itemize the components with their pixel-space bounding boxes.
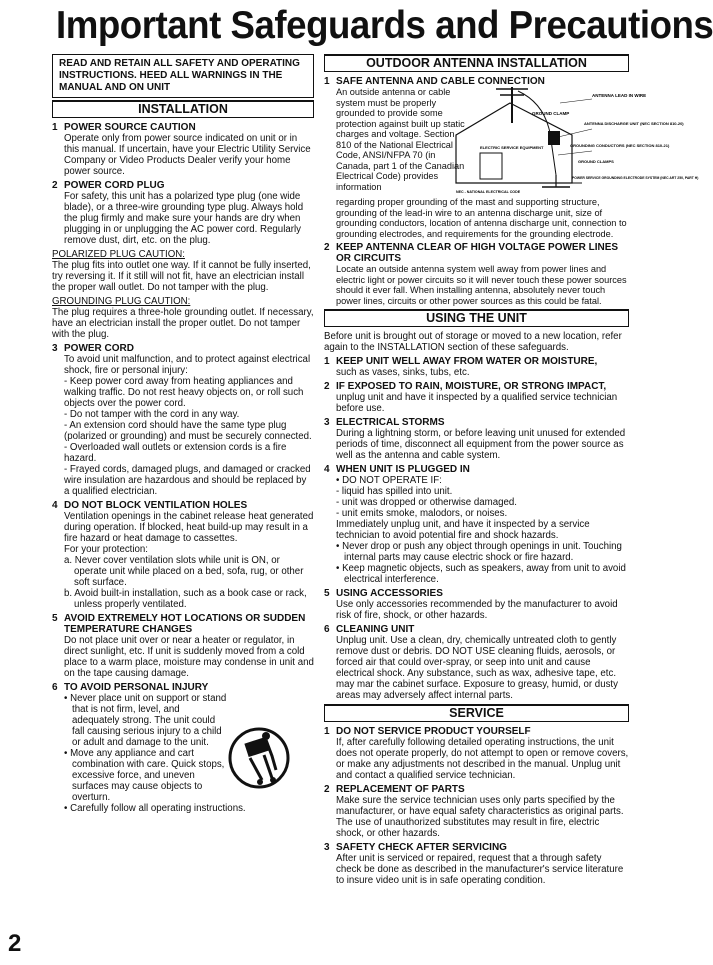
item-heading: WHEN UNIT IS PLUGGED IN [336,464,470,475]
item-bullet: • DO NOT OPERATE IF: [336,475,442,486]
item-heading: SAFETY CHECK AFTER SERVICING [336,842,507,853]
item-body: For safety, this unit has a polarized type plug (one wide blade), or a three-wire grounding type plug. Always hold the plug firmly and make sure your hands are dry when plugging in or unplugging the AC power cord. Regularly remove dust, dirt, etc. on the plug. [64,191,304,246]
caution-heading: POLARIZED PLUG CAUTION: [52,249,185,260]
item-number: 2 [324,784,330,795]
using-item-2 [324,381,629,414]
page-number: 2 [8,930,22,957]
installation-item-3 [52,343,314,497]
item-heading: POWER CORD [64,343,134,354]
cart-tipover-warning-icon [228,722,290,794]
item-body: For your protection: [64,544,148,555]
item-bullet: - An extension cord should have the same type plug (polarized or grounding) and must be securely connected. [64,420,312,442]
item-number: 3 [324,842,330,853]
polarized-caution [52,249,314,293]
item-body: Do not place unit over or near a heater or regulator, in direct sunlight, etc. If unit is suddenly moved from a cold place to a warm place, moisture may condense in unit and on the tape causing damage. [64,635,314,679]
installation-item-6 [52,682,314,814]
item-number: 1 [52,122,58,133]
grounding-caution [52,296,314,340]
item-subpoint: a. Never cover ventilation slots while unit is ON, or operate unit while placed on a bed, sofa, rug, or other soft surface. [64,555,304,588]
item-heading: ELECTRICAL STORMS [336,417,445,428]
using-item-5 [324,588,629,621]
item-bullet: - Frayed cords, damaged plugs, and damaged or cracked wire insulation are hazardous and should be replaced by a qualified electrician. [64,464,311,497]
item-body: An outside antenna or cable system must be properly grounded to provide some protection against built up static charges and voltage. Section 810 of the National Electrical Code, ANSI/NFPA 70 (in Canada, part 1 of the Canadian Electrical Code) provides information [336,87,465,192]
item-bullet: • Never drop or push any object through openings in unit. Touching internal parts may cause electric shock or fire hazard. [336,541,622,563]
using-item-4 [324,464,629,585]
installation-heading: INSTALLATION [52,100,314,118]
item-bullet: • Never place unit on support or stand that is not firm, level, and adequately strong. The unit could fall causing serious injury to a child or adult and damage to the unit. [64,693,227,748]
item-heading: TO AVOID PERSONAL INJURY [64,682,209,693]
item-body: regarding proper grounding of the mast and supporting structure, grounding of the lead-in wire to an antenna discharge unit, size of grounding conductors, location of antenna discharge unit, connection to grounding electrodes, and requirements for the grounding electrode. [336,197,627,239]
using-intro: Before unit is brought out of storage or moved to a new location, refer again to the INSTALLATION section of these safeguards. [324,331,622,353]
item-bullet: - Overloaded wall outlets or extension cords is a fire hazard. [64,442,287,464]
item-subpoint: b. Avoid built-in installation, such as a book case or rack, unless properly ventilated. [64,588,307,610]
using-item-3 [324,417,629,461]
warning-box: READ AND RETAIN ALL SAFETY AND OPERATING INSTRUCTIONS. HEED ALL WARNINGS IN THE MANUAL AND ON UNIT [52,54,314,98]
caution-body: The plug requires a three-hole grounding outlet. If necessary, have an electrician install the proper outlet. Do not tamper with the plug. [52,307,314,340]
item-number: 2 [324,381,330,392]
item-body: such as vases, sinks, tubs, etc. [336,367,470,378]
installation-item-4 [52,500,314,610]
item-heading: DO NOT SERVICE PRODUCT YOURSELF [336,726,531,737]
item-body: Unplug unit. Use a clean, dry, chemically untreated cloth to gently remove dust or debris. DO NOT USE cleaning fluids, aerosols, or forced air that could over-spray, or seep into unit and cause electrical shock. Any substance, such as wax, adhesive tape, etc. may mar the cabinet surface. Exposure to greasy, humid, or dusty areas may adversely affect internal parts. [336,635,618,701]
item-number: 1 [324,356,330,367]
item-bullet: - liquid has spilled into unit. [336,486,453,497]
item-heading: REPLACEMENT OF PARTS [336,784,465,795]
caution-heading: GROUNDING PLUG CAUTION: [52,296,191,307]
item-number: 2 [324,242,330,253]
item-bullet: - Do not tamper with the cord in any way. [64,409,240,420]
antenna-item-1 [324,76,699,239]
diagram-label: ELECTRIC SERVICE EQUIPMENT [480,145,544,150]
item-body: After unit is serviced or repaired, request that a through safety check be done as described in the manufacturer's service literature to insure video unit is in safe operating condition. [336,853,624,886]
item-bullet: - unit was dropped or otherwise damaged. [336,497,517,508]
using-item-1 [324,356,629,378]
diagram-label: GROUND CLAMP [532,111,570,116]
item-number: 5 [324,588,330,599]
item-body: To avoid unit malfunction, and to protect against electrical shock, fire or personal injury: [64,354,311,376]
item-number: 3 [324,417,330,428]
item-number: 1 [324,76,330,87]
item-body: Operate only from power source indicated on unit or in this manual. If uncertain, have your Electric Utility Service Company or Video Products Dealer verify your home power source. [64,133,311,177]
antenna-item-2 [324,242,629,306]
item-number: 3 [52,343,58,354]
diagram-label: GROUND CLAMPS [578,159,614,164]
item-heading: POWER CORD PLUG [64,180,165,191]
diagram-label: ANTENNA DISCHARGE UNIT (NEC SECTION 810-20) [584,121,684,126]
item-bullet: • Move any appliance and cart combination with care. Quick stops, excessive force, and uneven surfaces may cause objects to overturn. [64,748,225,803]
item-number: 5 [52,613,58,624]
using-heading: USING THE UNIT [324,309,629,327]
left-column [52,54,314,817]
antenna-grounding-diagram [452,83,699,195]
item-number: 6 [324,624,330,635]
installation-item-5 [52,613,314,679]
antenna-diagram-area [324,87,699,197]
using-item-6 [324,624,629,701]
diagram-label: ANTENNA LEAD IN WIRE [592,93,647,98]
item-heading: CLEANING UNIT [336,624,415,635]
item-body: Locate an outside antenna system well away from power lines and electric light or power circuits so it will never touch these power sources should it ever fall. When installing antenna, absolutely never touch power lines, circuits or other power sources as this could be fatal. [336,264,627,306]
item-number: 2 [52,180,58,191]
diagram-label: POWER SERVICE GROUNDING ELECTRODE SYSTEM (NEC ART 250, PART H) [572,176,699,180]
item-heading: KEEP ANTENNA CLEAR OF HIGH VOLTAGE POWER LINES OR CIRCUITS [336,242,619,264]
item-body: Make sure the service technician uses only parts specified by the manufacturer, or have equal safety characteristics as original parts. The use of unauthorized substitutes may result in fire, electric shock, or other hazards. [336,795,624,839]
installation-item-2 [52,180,314,246]
service-item-1 [324,726,629,781]
item-body: Ventilation openings in the cabinet release heat generated during operation. If blocked, heat build-up may result in a fire hazard or heat damage to cassettes. [64,511,314,544]
item-heading: POWER SOURCE CAUTION [64,122,196,133]
antenna-heading: OUTDOOR ANTENNA INSTALLATION [324,54,629,72]
item-heading: SAFE ANTENNA AND CABLE CONNECTION [336,76,545,87]
item-body: If, after carefully following detailed operating instructions, the unit does not operate properly, do not attempt to open or remove covers, or make any adjustments not described in the manual. Unplug unit and contact a qualified service technician. [336,737,629,781]
item-heading: KEEP UNIT WELL AWAY FROM WATER OR MOISTURE, [336,356,598,367]
item-number: 4 [324,464,330,475]
item-body: Immediately unplug unit, and have it inspected by a service technician to avoid potential fire and shock hazards. [336,519,590,541]
installation-item-1 [52,122,314,177]
item-number: 4 [52,500,58,511]
item-heading: DO NOT BLOCK VENTILATION HOLES [64,500,248,511]
item-heading: IF EXPOSED TO RAIN, MOISTURE, OR STRONG IMPACT, [336,381,607,392]
service-item-3 [324,842,629,886]
diagram-label: GROUNDING CONDUCTORS (NEC SECTION 810-21) [570,143,670,148]
item-bullet: • Keep magnetic objects, such as speakers, away from unit to avoid electrical interference. [336,563,626,585]
item-bullet: • Carefully follow all operating instructions. [64,803,246,814]
item-body: Use only accessories recommended by the manufacturer to avoid risk of fire, shock, or other hazards. [336,599,618,621]
right-column [324,54,699,889]
item-body: unplug unit and have it inspected by a qualified service technician before use. [336,392,618,414]
item-bullet: - Keep power cord away from heating appliances and walking traffic. Do not rest heavy objects on, or roll such objects over the power cord. [64,376,304,409]
item-body: During a lightning storm, or before leaving unit unused for extended periods of time, disconnect all equipment from the power source as well as the antenna and cable system. [336,428,626,461]
service-item-2 [324,784,629,839]
caution-body: The plug fits into outlet one way. If it cannot be fully inserted, try reversing it. If it still will not fit, have an electrician install the proper wall outlet. Do not tamper with the plug. [52,260,311,293]
item-heading: USING ACCESSORIES [336,588,443,599]
item-heading: AVOID EXTREMELY HOT LOCATIONS OR SUDDEN TEMPERATURE CHANGES [64,613,306,635]
item-number: 1 [324,726,330,737]
service-heading: SERVICE [324,704,629,722]
item-bullet: - unit emits smoke, malodors, or noises. [336,508,508,519]
page-title: Important Safeguards and Precautions [56,4,713,47]
item-number: 6 [52,682,58,693]
diagram-label: NEC - NATIONAL ELECTRICAL CODE [456,190,521,194]
